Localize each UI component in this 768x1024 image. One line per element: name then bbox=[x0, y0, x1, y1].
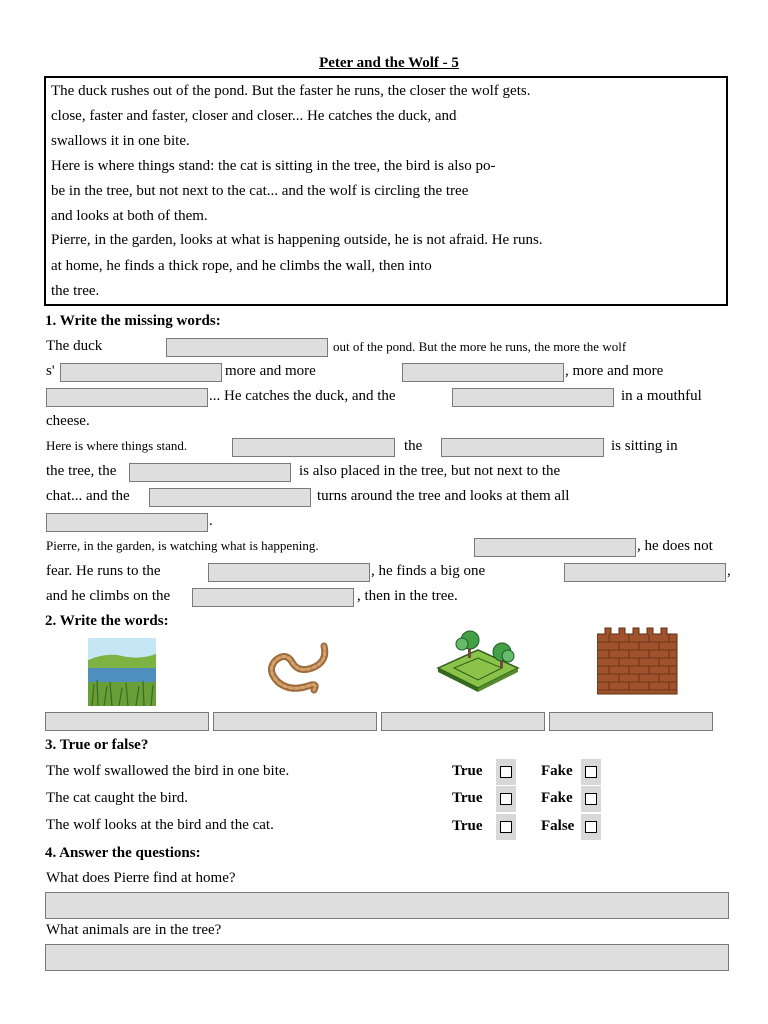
cloze-text: the tree, the bbox=[46, 463, 117, 479]
blank-field[interactable] bbox=[149, 488, 311, 507]
rope-image bbox=[268, 642, 332, 694]
false-label: Fake bbox=[541, 763, 573, 779]
garden-image bbox=[434, 628, 520, 692]
section1-heading: 1. Write the missing words: bbox=[45, 313, 221, 329]
blank-field[interactable] bbox=[60, 363, 222, 382]
cloze-text: chat... and the bbox=[46, 488, 130, 504]
cloze-text: more and more bbox=[225, 363, 316, 379]
word-field-rope[interactable] bbox=[213, 712, 377, 731]
passage-line: The duck rushes out of the pond. But the faster he runs, the closer the wolf gets. bbox=[51, 83, 531, 99]
cloze-text: cheese. bbox=[46, 413, 90, 429]
cloze-text: Pierre, in the garden, is watching what is happening. bbox=[46, 538, 319, 553]
answer-field-2[interactable] bbox=[45, 944, 729, 971]
tf-statement: The wolf looks at the bird and the cat. bbox=[46, 817, 274, 833]
cloze-text: is also placed in the tree, but not next to the bbox=[299, 463, 561, 479]
passage-line: at home, he finds a thick rope, and he climbs the wall, then into bbox=[51, 258, 432, 274]
cloze-text: , he finds a big one bbox=[371, 563, 486, 579]
cloze-text: in a mouthful bbox=[621, 388, 702, 404]
false-checkbox[interactable] bbox=[581, 786, 601, 812]
cloze-text: the bbox=[404, 438, 423, 454]
true-checkbox[interactable] bbox=[496, 814, 516, 840]
cloze-text: is sitting in bbox=[611, 438, 678, 454]
blank-field[interactable] bbox=[441, 438, 604, 457]
blank-field[interactable] bbox=[46, 513, 208, 532]
false-label: False bbox=[541, 818, 575, 834]
false-checkbox[interactable] bbox=[581, 759, 601, 785]
section2-heading: 2. Write the words: bbox=[45, 613, 169, 629]
cloze-text: The duck bbox=[46, 338, 103, 354]
blank-field[interactable] bbox=[129, 463, 291, 482]
cloze-text: , more and more bbox=[565, 363, 664, 379]
blank-field[interactable] bbox=[208, 563, 370, 582]
false-label: Fake bbox=[541, 790, 573, 806]
true-label: True bbox=[452, 790, 483, 806]
cloze-text: , he does not bbox=[637, 538, 713, 554]
cloze-text: turns around the tree and looks at them all bbox=[317, 488, 570, 504]
passage-line: swallows it in one bite. bbox=[51, 133, 190, 149]
word-field-pond[interactable] bbox=[45, 712, 209, 731]
blank-field[interactable] bbox=[166, 338, 328, 357]
word-field-garden[interactable] bbox=[381, 712, 545, 731]
blank-field[interactable] bbox=[452, 388, 614, 407]
passage-line: close, faster and faster, closer and closer... He catches the duck, and bbox=[51, 108, 457, 124]
true-label: True bbox=[452, 818, 483, 834]
answer-field-1[interactable] bbox=[45, 892, 729, 919]
cloze-text: , bbox=[727, 563, 731, 579]
blank-field[interactable] bbox=[192, 588, 354, 607]
tf-statement: The wolf swallowed the bird in one bite. bbox=[46, 763, 290, 779]
blank-field[interactable] bbox=[46, 388, 208, 407]
true-checkbox[interactable] bbox=[496, 786, 516, 812]
cloze-text: . bbox=[209, 513, 213, 529]
pond-image bbox=[88, 638, 156, 706]
cloze-text: out of the pond. But the more he runs, the more the wolf bbox=[333, 339, 627, 354]
passage-line: Here is where things stand: the cat is sitting in the tree, the bird is also po- bbox=[51, 158, 496, 174]
blank-field[interactable] bbox=[402, 363, 564, 382]
false-checkbox[interactable] bbox=[581, 814, 601, 840]
cloze-text: fear. He runs to the bbox=[46, 563, 161, 579]
blank-field[interactable] bbox=[564, 563, 726, 582]
passage-line: be in the tree, but not next to the cat... and the wolf is circling the tree bbox=[51, 183, 469, 199]
passage-line: Pierre, in the garden, looks at what is happening outside, he is not afraid. He runs. bbox=[51, 232, 543, 248]
section3-heading: 3. True or false? bbox=[45, 737, 149, 753]
passage-line: and looks at both of them. bbox=[51, 208, 208, 224]
question-2: What animals are in the tree? bbox=[46, 922, 222, 938]
wall-image bbox=[597, 626, 679, 696]
cloze-text: , then in the tree. bbox=[357, 588, 458, 604]
passage-line: the tree. bbox=[51, 283, 100, 299]
true-checkbox[interactable] bbox=[496, 759, 516, 785]
question-1: What does Pierre find at home? bbox=[46, 870, 236, 886]
passage-box bbox=[44, 76, 728, 306]
cloze-text: s' bbox=[46, 363, 55, 379]
blank-field[interactable] bbox=[232, 438, 395, 457]
page-title: Peter and the Wolf - 5 bbox=[319, 55, 459, 71]
cloze-text: Here is where things stand. bbox=[46, 438, 188, 453]
blank-field[interactable] bbox=[474, 538, 636, 557]
word-field-wall[interactable] bbox=[549, 712, 713, 731]
section4-heading: 4. Answer the questions: bbox=[45, 845, 201, 861]
cloze-text: ... He catches the duck, and the bbox=[209, 388, 396, 404]
true-label: True bbox=[452, 763, 483, 779]
tf-statement: The cat caught the bird. bbox=[46, 790, 189, 806]
cloze-text: and he climbs on the bbox=[46, 588, 171, 604]
